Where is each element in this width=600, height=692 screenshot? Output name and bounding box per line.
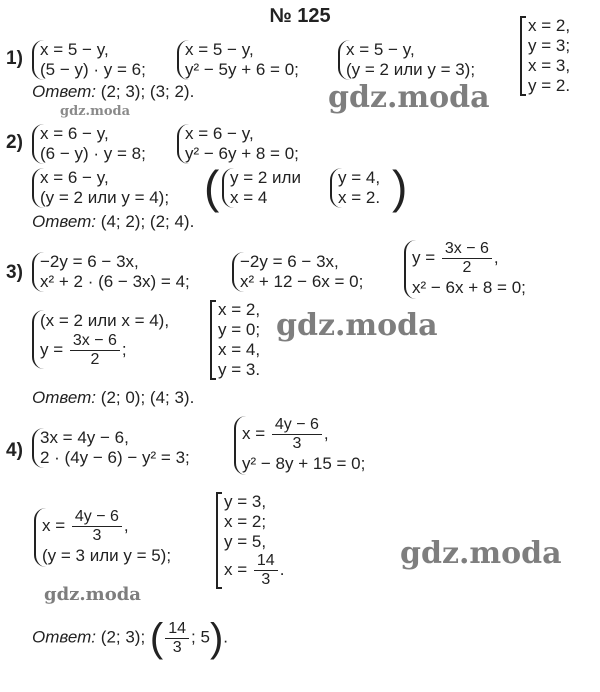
equation: x = 5 − y,: [185, 40, 254, 59]
equation: y² − 8y + 15 = 0;: [242, 454, 366, 473]
equation: y = 5,: [224, 532, 267, 551]
equation: x² − 6x + 8 = 0;: [412, 278, 526, 297]
answer-value: ; 5: [191, 627, 210, 647]
equation: 2 · (4y − 6) − y² = 3;: [40, 448, 190, 467]
equation: x = 5 − y,: [40, 40, 109, 59]
p3-system-5: [210, 300, 260, 380]
equation: x = $\frac{14}{3}$ .: [224, 552, 285, 588]
fraction: [272, 416, 322, 453]
equation: x = 2,: [528, 16, 571, 35]
equation: (y = 2 или y = 4);: [40, 188, 170, 207]
watermark: gdz.moda: [60, 104, 131, 119]
fraction: [442, 240, 492, 277]
p3-system-2: [232, 252, 363, 292]
denominator: 3: [92, 527, 102, 544]
p2-system-4b: [330, 168, 380, 208]
p4-answer: [32, 618, 228, 658]
numerator: 3x − 6: [442, 240, 492, 259]
equation: x = 3,: [528, 56, 571, 75]
answer-label: Ответ:: [32, 627, 97, 647]
denominator: 3: [292, 435, 302, 452]
equation: y = 2.: [528, 76, 571, 95]
equation: x² + 2 · (6 − 3x) = 4;: [40, 272, 190, 291]
answer-label: Ответ:: [32, 388, 97, 407]
equation: (5 − y) · y = 6;: [40, 60, 146, 79]
equation: (x = 2 или x = 4),: [40, 311, 170, 330]
p1-system-2: [177, 40, 299, 80]
problem-title: № 125: [269, 5, 331, 27]
equation: x = 4: [230, 188, 268, 207]
equation: x = 4,: [218, 340, 261, 359]
answer-value: (2; 0); (4; 3).: [100, 388, 195, 407]
equation: (y = 2 или y = 3);: [346, 60, 476, 79]
equation: x = 2.: [338, 188, 381, 207]
denominator: 2: [462, 259, 472, 276]
equation: x = 6 − y,: [40, 124, 109, 143]
fraction: [254, 552, 278, 589]
p4-system-4: [216, 492, 284, 589]
numerator: 4y − 6: [272, 416, 322, 435]
p4-system-3: [34, 508, 171, 567]
numerator: 14: [165, 620, 189, 639]
left-paren: (: [149, 616, 164, 660]
p2-system-3: [32, 168, 169, 208]
answer-label: Ответ:: [32, 82, 97, 101]
p2-answer: [32, 212, 194, 232]
problem-3-number: 3): [6, 262, 23, 283]
p1-system-4: [520, 16, 570, 96]
equation: x = 2,: [218, 300, 261, 319]
p1-answer: [32, 82, 194, 102]
denominator: 2: [90, 351, 100, 368]
p1-system-1: [32, 40, 146, 80]
denominator: 3: [172, 638, 182, 656]
equation: y² − 6y + 8 = 0;: [185, 144, 299, 163]
equation: y = $\frac{3x - 6}{2}$ ;: [40, 332, 127, 368]
p4-system-1: [32, 428, 190, 468]
lhs: x =: [224, 559, 248, 579]
p3-answer: [32, 388, 194, 408]
equation: y² − 5y + 6 = 0;: [185, 60, 299, 79]
equation: y = $\frac{3x - 6}{2}$ ,: [412, 240, 499, 276]
left-paren: (: [204, 161, 220, 213]
fraction: [72, 508, 122, 545]
equation: x = $\frac{4y - 6}{3}$ ,: [242, 416, 329, 452]
p3-system-1: [32, 252, 190, 292]
watermark: gdz.moda: [400, 536, 562, 571]
answer-value: (4; 2); (2; 4).: [100, 212, 195, 231]
lhs: x =: [242, 423, 266, 443]
equation: x = $\frac{4y - 6}{3}$ ,: [42, 508, 129, 544]
p3-system-3: [404, 240, 526, 299]
denominator: 3: [261, 571, 271, 588]
fraction: [70, 332, 120, 369]
lhs: y =: [40, 339, 64, 359]
numerator: 14: [254, 552, 278, 571]
equation: (y = 3 или y = 5);: [42, 546, 172, 565]
watermark: gdz.moda: [328, 80, 490, 115]
watermark: gdz.moda: [276, 308, 438, 343]
equation: y = 4,: [338, 168, 381, 187]
equation: −2y = 6 − 3x,: [40, 252, 139, 271]
p2-system-4a: [222, 168, 301, 208]
problem-1-number: 1): [6, 48, 23, 69]
right-paren: ): [392, 161, 408, 213]
fraction: [165, 620, 189, 657]
answer-label: Ответ:: [32, 212, 97, 231]
equation: y = 2 или: [230, 168, 301, 187]
p3-system-4: [32, 310, 169, 369]
answer-value: (2; 3); (3; 2).: [100, 82, 195, 101]
numerator: 4y − 6: [72, 508, 122, 527]
p1-system-3: [338, 40, 475, 80]
equation: x = 6 − y,: [185, 124, 254, 143]
equation: x = 6 − y,: [40, 168, 109, 187]
answer-end: .: [223, 627, 229, 647]
answer-value: (2; 3);: [100, 627, 146, 647]
p2-system-1: [32, 124, 146, 164]
equation: y = 3,: [224, 492, 267, 511]
equation: x = 2;: [224, 512, 267, 531]
equation: y = 0;: [218, 320, 261, 339]
lhs: y =: [412, 247, 436, 267]
equation: (6 − y) · y = 8;: [40, 144, 146, 163]
equation: y = 3.: [218, 360, 261, 379]
numerator: 3x − 6: [70, 332, 120, 351]
problem-2-number: 2): [6, 132, 23, 153]
equation: 3x = 4y − 6,: [40, 428, 129, 447]
watermark: gdz.moda: [44, 584, 141, 605]
p2-system-2: [177, 124, 299, 164]
problem-4-number: 4): [6, 440, 23, 461]
equation: x = 5 − y,: [346, 40, 415, 59]
p4-system-2: [234, 416, 365, 475]
right-paren: ): [209, 616, 224, 660]
equation: x² + 12 − 6x = 0;: [240, 272, 364, 291]
equation: −2y = 6 − 3x,: [240, 252, 339, 271]
equation: y = 3;: [528, 36, 571, 55]
lhs: x =: [42, 515, 66, 535]
